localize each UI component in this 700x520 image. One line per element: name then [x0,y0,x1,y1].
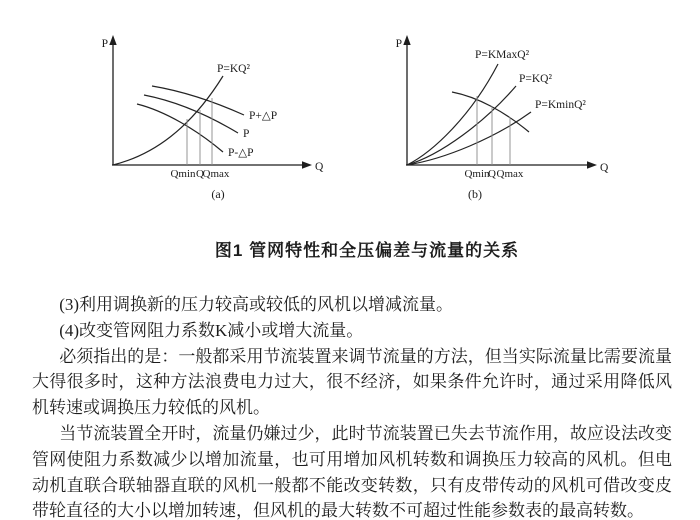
chart-b-kmax-label: P=KMaxQ² [475,49,530,61]
chart-a-sublabel: (a) [211,187,225,201]
chart-a-tick-qmin: Qmin [170,168,196,180]
chart-b-kmax-curve [407,64,498,165]
chart-a-x-axis-arrow-icon [302,161,312,168]
chart-a [78,14,328,219]
chart-a-x-axis-label: Q [315,161,324,173]
chart-a-fan-mid-curve [144,95,238,133]
chart-b-y-axis-arrow-icon [403,35,410,45]
chart-a-y-axis-label: P [101,38,108,50]
paragraph-item-3: (3)利用调换新的压力较高或较低的风机以增减流量。 [59,295,454,314]
chart-b-sublabel: (b) [468,187,482,201]
chart-b [383,14,633,219]
paragraph-throttle: 当节流装置全开时，流量仍嫌过少，此时节流装置已失去节流作用，故应设法改变管网使阻力系数减少以增加流量，也可用增加风机转数和调换压力较高的风机。但电动机直联合联轴器直联的风机一般都不能改变转数，只有皮带传动的风机可借改变皮带轮直径的大小以增加转速，但风机的最大转数不可超过性能参数表的最高转数。 [32,423,672,520]
chart-b-k-curve [407,86,516,165]
paragraph-note: 必须指出的是：一般都采用节流装置来调节流量的方法，但当实际流量比需要流量大得很多时，这种方法浪费电力过大，很不经济，如果条件允许时，通过采用降低风机转速或调换压力较低的风机。 [32,346,672,418]
chart-b-x-axis-label: Q [600,162,609,174]
figure-caption: 图1 管网特性和全压偏差与流量的关系 [214,241,520,260]
chart-b-y-axis-label: P [395,38,402,50]
chart-a-fan-plus-label: P+△P [249,110,278,122]
chart-a-y-axis-arrow-icon [109,35,116,45]
chart-b-tick-qmax: Qmax [496,168,524,180]
chart-a-tick-q: Q [196,168,204,180]
body-text [32,292,672,520]
chart-b-x-axis-arrow-icon [587,161,597,168]
chart-b-tick-q: Q [488,168,496,180]
chart-a-fan-minus-label: P-△P [228,147,254,159]
chart-a-tick-qmax: Qmax [202,168,230,180]
chart-b-kmin-label: P=KminQ² [535,99,586,111]
chart-b-k-label: P=KQ² [519,73,552,85]
chart-a-fan-mid-label: P [243,128,250,140]
chart-a-system-curve-label: P=KQ² [217,63,250,75]
paragraph-item-4: (4)改变管网阻力系数K减小或增大流量。 [59,320,364,340]
chart-b-tick-qmin: Qmin [464,168,490,180]
